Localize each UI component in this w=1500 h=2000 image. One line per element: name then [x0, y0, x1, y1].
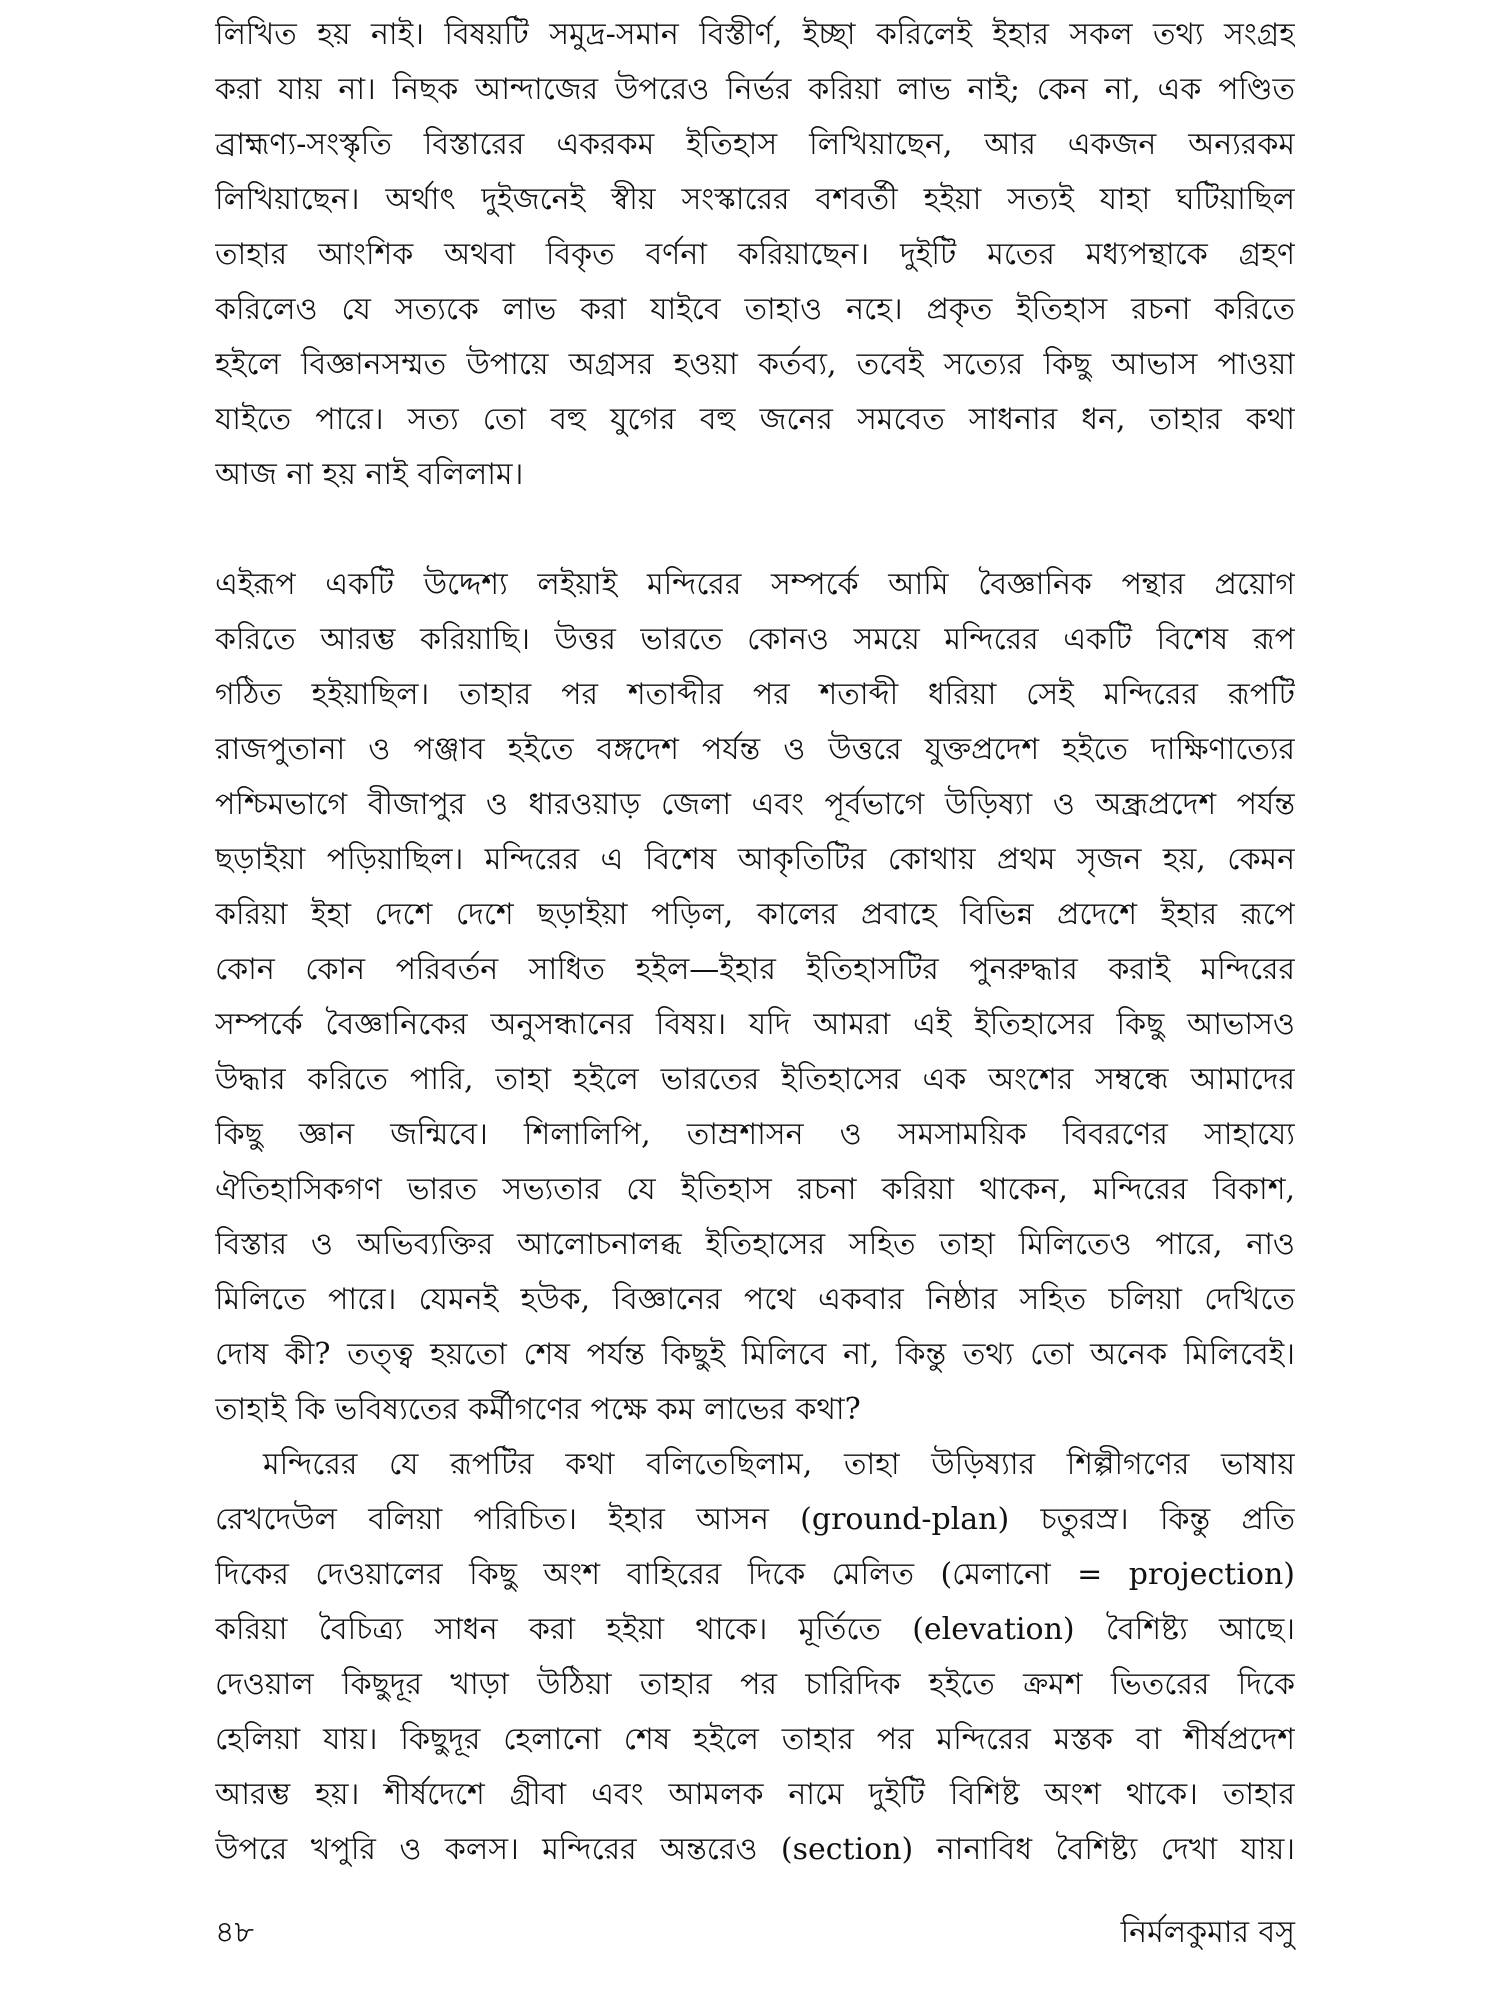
author-name: নির্মলকুমার বসু: [1120, 1915, 1295, 1950]
text-line: কিছু জ্ঞান জন্মিবে। শিলালিপি, তাম্রশাসন ও সমসাময়িক বিবরণের সাহায্যে: [215, 1117, 1295, 1152]
text-line: কোন কোন পরিবর্তন সাধিত হইল—ইহার ইতিহাসটির পুনরুদ্ধার করাই মন্দিরের: [215, 952, 1295, 987]
text-line: মিলিতে পারে। যেমনই হউক, বিজ্ঞানের পথে একবার নিষ্ঠার সহিত চলিয়া দেখিতে: [215, 1282, 1295, 1317]
text-line: আজ না হয় নাই বলিলাম।: [215, 457, 524, 492]
text-line: উপরে খপুরি ও কলস। মন্দিরের অন্তরেও (section) নানাবিধ বৈশিষ্ট্য দেখা যায়।: [215, 1832, 1295, 1867]
text-line: করিয়া ইহা দেশে দেশে ছড়াইয়া পড়িল, কালের প্রবাহে বিভিন্ন প্রদেশে ইহার রূপে: [215, 897, 1295, 932]
text-line: উদ্ধার করিতে পারি, তাহা হইলে ভারতের ইতিহাসের এক অংশের সম্বন্ধে আমাদের: [215, 1062, 1295, 1097]
text-line: গঠিত হইয়াছিল। তাহার পর শতাব্দীর পর শতাব্দী ধরিয়া সেই মন্দিরের রূপটি: [215, 677, 1295, 712]
book-page: [215, 8, 1295, 1988]
text-line: করিয়া বৈচিত্র্য সাধন করা হইয়া থাকে। মূর্তিতে (elevation) বৈশিষ্ট্য আছে।: [215, 1612, 1295, 1647]
text-line: রাজপুতানা ও পঞ্জাব হইতে বঙ্গদেশ পর্যন্ত ও উত্তরে যুক্তপ্রদেশ হইতে দাক্ষিণাত্যের: [215, 732, 1295, 767]
text-line: ব্রাহ্মণ্য-সংস্কৃতি বিস্তারের একরকম ইতিহাস লিখিয়াছেন, আর একজন অন্যরকম: [215, 127, 1295, 162]
text-line: করিতে আরম্ভ করিয়াছি। উত্তর ভারতে কোনও সময়ে মন্দিরের একটি বিশেষ রূপ: [215, 622, 1295, 657]
text-line: হেলিয়া যায়। কিছুদূর হেলানো শেষ হইলে তাহার পর মন্দিরের মস্তক বা শীর্ষপ্রদেশ: [215, 1722, 1295, 1757]
text-line: লিখিত হয় নাই। বিষয়টি সমুদ্র-সমান বিস্তীর্ণ, ইচ্ছা করিলেই ইহার সকল তথ্য সংগ্রহ: [215, 17, 1295, 52]
text-line: যাইতে পারে। সত্য তো বহু যুগের বহু জনের সমবেত সাধনার ধন, তাহার কথা: [215, 402, 1295, 437]
page-number: ৪৮: [215, 1915, 254, 1950]
text-line: রেখদেউল বলিয়া পরিচিত। ইহার আসন (ground-plan) চতুরস্র। কিন্তু প্রতি: [215, 1502, 1295, 1537]
text-line: পশ্চিমভাগে বীজাপুর ও ধারওয়াড় জেলা এবং পূর্বভাগে উড়িষ্যা ও অন্ধ্রপ্রদেশ পর্যন্ত: [215, 787, 1295, 822]
text-line: ঐতিহাসিকগণ ভারত সভ্যতার যে ইতিহাস রচনা করিয়া থাকেন, মন্দিরের বিকাশ,: [215, 1172, 1295, 1207]
text-line: তাহাই কি ভবিষ্যতের কর্মীগণের পক্ষে কম লাভের কথা?: [215, 1392, 861, 1427]
text-line: দিকের দেওয়ালের কিছু অংশ বাহিরের দিকে মেলিত (মেলানো = projection): [215, 1557, 1295, 1592]
text-line: বিস্তার ও অভিব্যক্তির আলোচনালব্ধ ইতিহাসের সহিত তাহা মিলিতেও পারে, নাও: [215, 1227, 1295, 1262]
text-line: করিলেও যে সত্যকে লাভ করা যাইবে তাহাও নহে। প্রকৃত ইতিহাস রচনা করিতে: [215, 292, 1295, 327]
text-line: সম্পর্কে বৈজ্ঞানিকের অনুসন্ধানের বিষয়। যদি আমরা এই ইতিহাসের কিছু আভাসও: [215, 1007, 1295, 1042]
text-line: দেওয়াল কিছুদূর খাড়া উঠিয়া তাহার পর চারিদিক হইতে ক্রমশ ভিতরের দিকে: [215, 1667, 1295, 1702]
text-line: আরম্ভ হয়। শীর্ষদেশে গ্রীবা এবং আমলক নামে দুইটি বিশিষ্ট অংশ থাকে। তাহার: [215, 1777, 1295, 1812]
text-line: মন্দিরের যে রূপটির কথা বলিতেছিলাম, তাহা উড়িষ্যার শিল্পীগণের ভাষায়: [263, 1447, 1295, 1482]
text-line: করা যায় না। নিছক আন্দাজের উপরেও নির্ভর করিয়া লাভ নাই; কেন না, এক পণ্ডিত: [215, 72, 1295, 107]
text-line: ছড়াইয়া পড়িয়াছিল। মন্দিরের এ বিশেষ আকৃতিটির কোথায় প্রথম সৃজন হয়, কেমন: [215, 842, 1295, 877]
text-line: হইলে বিজ্ঞানসম্মত উপায়ে অগ্রসর হওয়া কর্তব্য, তবেই সত্যের কিছু আভাস পাওয়া: [215, 347, 1295, 382]
text-line: এইরূপ একটি উদ্দেশ্য লইয়াই মন্দিরের সম্পর্কে আমি বৈজ্ঞানিক পন্থার প্রয়োগ: [215, 567, 1295, 602]
text-line: দোষ কী? তত্ত্ব হয়তো শেষ পর্যন্ত কিছুই মিলিবে না, কিন্তু তথ্য তো অনেক মিলিবেই।: [215, 1337, 1295, 1372]
text-line: তাহার আংশিক অথবা বিকৃত বর্ণনা করিয়াছেন। দুইটি মতের মধ্যপন্থাকে গ্রহণ: [215, 237, 1295, 272]
text-line: লিখিয়াছেন। অর্থাৎ দুইজনেই স্বীয় সংস্কারের বশবর্তী হইয়া সত্যই যাহা ঘটিয়াছিল: [215, 182, 1295, 217]
